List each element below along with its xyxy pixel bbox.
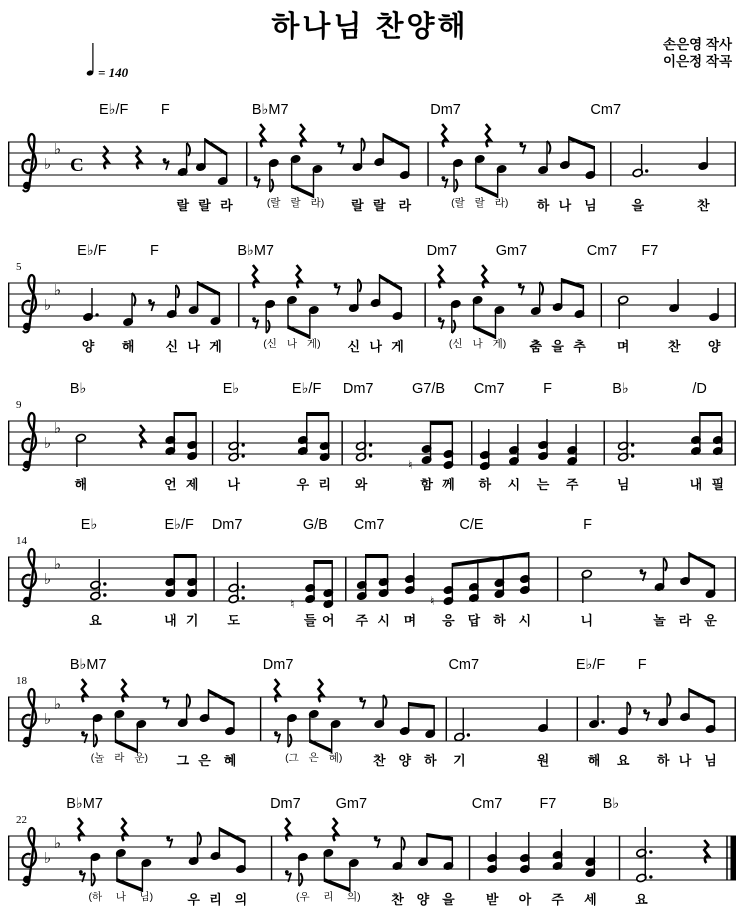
lyric-syllable: 시 [507, 477, 521, 492]
eighth-rest-icon [442, 179, 448, 188]
lyric-syllable: 운 [704, 613, 717, 628]
staff-system-6 [8, 802, 736, 924]
chord-symbol: F7 [641, 243, 659, 259]
lyric-syllable: 며 [616, 339, 630, 354]
lyric-syllable: 신 [347, 339, 361, 354]
treble-clef-icon [23, 413, 37, 470]
beam [174, 554, 196, 558]
chord-symbol: B♭ [612, 381, 629, 397]
lyric-syllable: 니 [580, 613, 594, 628]
chord-symbol: F [583, 517, 592, 533]
chord-symbol: Dm7 [211, 517, 243, 533]
lyric-syllable: 나 [558, 198, 572, 213]
lyric-syllable: 그 [176, 753, 189, 768]
augmentation-dot [95, 313, 98, 316]
quarter-rest-icon [260, 124, 265, 147]
chord-symbol: Gm7 [335, 796, 368, 812]
lyric-syllable: 들 [303, 613, 317, 628]
lyric-syllable: (놀 [90, 752, 105, 764]
augmentation-dot [649, 875, 652, 878]
lyric-syllable: 님) [139, 891, 154, 903]
lyric-syllable: 나 [472, 338, 483, 350]
lyric-syllable: 며 [403, 613, 417, 628]
lyric-syllable: 양 [707, 339, 721, 354]
quarter-rest-icon [136, 146, 141, 169]
quarter-rest-icon [297, 265, 302, 288]
tempo-value: = 140 [98, 65, 129, 80]
lyric-syllable: 혜 [223, 753, 237, 768]
lyric-syllable: (신 [263, 338, 277, 350]
lyric-syllable: 하 [423, 753, 437, 768]
quarter-rest-icon [275, 679, 280, 702]
lyric-syllable: (우 [296, 891, 310, 903]
augmentation-dot [241, 596, 244, 599]
lyric-syllable: 게) [492, 338, 507, 350]
lyric-syllable: 해 [121, 339, 135, 354]
lyric-syllable: 의) [346, 891, 361, 903]
chord-symbol: Cm7 [586, 243, 618, 259]
lyric-syllable: 필 [711, 477, 725, 492]
lyric-syllable: 주 [551, 892, 564, 907]
quarter-rest-icon [253, 265, 258, 288]
measure-number: 5 [16, 261, 22, 273]
chord-symbol: C/E [459, 517, 484, 533]
measure-number: 22 [16, 814, 27, 826]
lyric-syllable: 도 [227, 613, 240, 628]
lyric-syllable: 나 [187, 339, 200, 354]
chord-symbol: Cm7 [471, 796, 503, 812]
chord-symbol: F7 [539, 796, 557, 812]
chord-symbol: Cm7 [448, 657, 480, 673]
augmentation-dot [369, 454, 372, 457]
lyric-syllable: 는 [536, 477, 550, 492]
chord-symbol: B♭M7 [69, 657, 107, 673]
lyric-syllable: 함 [420, 477, 433, 492]
treble-clef-icon [23, 689, 37, 746]
quarter-rest-icon [140, 425, 145, 448]
lyric-syllable: 혜) [328, 752, 343, 764]
augmentation-dot [601, 720, 604, 723]
lyric-syllable: 하 [536, 198, 550, 213]
lyric-syllable: 요 [635, 892, 648, 907]
lyric-syllable: 라 [220, 198, 233, 213]
quarter-rest-icon [122, 679, 127, 702]
eighth-rest-icon [163, 161, 169, 170]
treble-clef-icon [23, 134, 37, 191]
lyric-syllable: 우 [187, 892, 200, 907]
lyric-syllable: 놀 [653, 613, 666, 628]
beam [431, 421, 453, 425]
beam [689, 552, 714, 569]
lyric-syllable: 라 [398, 198, 412, 213]
lyric-syllable: 응 [442, 613, 455, 628]
lyric-syllable: 양 [416, 892, 430, 907]
chord-symbol: Dm7 [342, 381, 374, 397]
chord-symbol: F [149, 243, 159, 259]
composer-credit: 이은정 작곡 [663, 54, 732, 69]
lyric-syllable: 랄 [372, 198, 386, 213]
quarter-rest-icon [122, 818, 127, 841]
lyric-syllable: 하 [478, 477, 492, 492]
lyric-syllable: 춤 [529, 339, 543, 354]
staff-system-4 [8, 523, 736, 653]
lyric-syllable: 시 [518, 613, 532, 628]
treble-clef-icon [23, 275, 37, 332]
measure-number: 18 [16, 675, 27, 687]
flat-sign: ♭ [44, 571, 52, 588]
eighth-rest-icon [253, 320, 259, 329]
flat-sign: ♭ [54, 282, 62, 299]
eighth-rest-icon [149, 302, 155, 311]
beam [314, 560, 332, 564]
lyric-syllable: (그 [285, 752, 299, 764]
treble-clef-icon [23, 828, 37, 885]
lyric-syllable: 의 [234, 892, 248, 907]
natural-sign: ♮ [290, 597, 295, 611]
lyric-syllable: 양 [81, 339, 95, 354]
quarter-rest-icon [286, 818, 291, 841]
lyric-syllable: 님 [704, 753, 717, 768]
lyric-syllable: 라) [310, 197, 325, 209]
natural-sign: ♮ [429, 594, 435, 608]
staff-system-2 [8, 249, 736, 379]
chord-symbol: Dm7 [430, 102, 461, 118]
lyric-syllable: 찬 [696, 198, 710, 213]
lyric-syllable: 아 [518, 892, 532, 907]
credits [663, 36, 732, 70]
lyric-syllable: 어 [322, 613, 335, 628]
flat-sign: ♭ [54, 141, 62, 158]
lyric-syllable: 우 [296, 477, 310, 492]
staff-system-1 [8, 108, 736, 238]
lyric-syllable: 시 [377, 613, 390, 628]
beam [174, 412, 196, 416]
chord-symbol: Dm7 [270, 796, 301, 812]
lyric-syllable: 찬 [391, 892, 404, 907]
lyric-syllable: 님 [584, 198, 597, 213]
lyric-syllable: 하 [656, 753, 670, 768]
treble-clef-icon [23, 549, 37, 606]
augmentation-dot [369, 443, 372, 446]
chord-symbol: E♭ [80, 517, 98, 533]
final-barline [731, 836, 737, 880]
chord-symbol: Gm7 [495, 243, 528, 259]
quarter-rest-icon [439, 265, 444, 288]
lyric-syllable: 요 [89, 613, 102, 628]
chord-symbol: E♭ [222, 381, 240, 397]
chord-symbol: E♭/F [77, 243, 107, 259]
flat-sign: ♭ [54, 835, 62, 852]
beam [700, 412, 722, 416]
lyric-syllable: 리 [209, 892, 222, 907]
lyric-syllable: 해 [587, 753, 601, 768]
staff-system-3 [8, 387, 736, 517]
eighth-rest-icon [80, 873, 86, 882]
measure-number: 9 [16, 399, 22, 411]
lyric-syllable: 을 [442, 892, 455, 907]
eighth-rest-icon [254, 179, 260, 188]
lyric-syllable: 기 [453, 753, 466, 768]
lyric-syllable: 게) [306, 338, 321, 350]
quarter-rest-icon [300, 124, 305, 147]
chord-symbol: B♭ [602, 796, 620, 812]
lyric-syllable: 나 [227, 477, 240, 492]
lyric-syllable: 신 [165, 339, 179, 354]
chord-symbol: E♭/F [164, 517, 194, 533]
chord-symbol: E♭/F [99, 102, 129, 118]
eighth-rest-icon [82, 734, 88, 743]
chord-symbol: G/B [302, 517, 328, 533]
lyric-syllable: 랄 [290, 197, 301, 209]
flat-sign: ♭ [44, 156, 52, 173]
quarter-rest-icon [704, 840, 709, 863]
chord-symbol: Dm7 [262, 657, 294, 673]
lyric-syllable: 나 [286, 338, 297, 350]
lyric-syllable: 라 [114, 752, 125, 764]
chord-symbol: B♭M7 [251, 102, 289, 118]
measure-number: 14 [16, 535, 27, 547]
augmentation-dot [241, 454, 244, 457]
lyric-syllable: (하 [88, 891, 103, 903]
chord-symbol: B♭M7 [66, 796, 103, 812]
lyric-syllable: 언 [164, 477, 177, 492]
eighth-rest-icon [644, 712, 650, 721]
lyric-syllable: 은 [198, 753, 211, 768]
quarter-rest-icon [482, 265, 487, 288]
beam [366, 554, 388, 558]
augmentation-dot [631, 443, 634, 446]
lyric-syllable: 랄 [198, 198, 211, 213]
quarter-rest-icon [318, 679, 323, 702]
beam [427, 833, 452, 841]
flat-sign: ♭ [54, 420, 62, 437]
chord-symbol: E♭/F [575, 657, 606, 673]
quarter-rest-icon [486, 124, 491, 147]
lyric-syllable: 원 [536, 753, 550, 768]
augmentation-dot [103, 582, 106, 585]
lyric-syllable: 내 [689, 477, 703, 492]
lyricist-credit: 손은영 작사 [663, 37, 732, 52]
lyric-syllable: 을 [631, 198, 644, 213]
lyric-syllable: 주 [565, 477, 579, 492]
lyric-syllable: 나 [369, 339, 382, 354]
flat-sign: ♭ [54, 696, 62, 713]
quarter-rest-icon [78, 818, 83, 841]
quarter-rest-icon [104, 146, 109, 169]
quarter-rest-icon [333, 818, 338, 841]
augmentation-dot [467, 733, 470, 736]
chord-symbol: G7/B [412, 381, 446, 397]
eighth-rest-icon [275, 734, 281, 743]
beam [569, 136, 594, 150]
chord-symbol: B♭M7 [237, 243, 274, 259]
lyric-syllable: 와 [354, 477, 368, 492]
augmentation-dot [241, 585, 244, 588]
augmentation-dot [631, 454, 634, 457]
quarter-note-icon [86, 43, 94, 76]
augmentation-dot [645, 169, 648, 172]
eighth-rest-icon [286, 873, 292, 882]
lyric-syllable: 세 [584, 892, 597, 907]
augmentation-dot [103, 593, 106, 596]
lyric-syllable: 라) [494, 197, 509, 209]
lyric-syllable: 답 [467, 613, 481, 628]
lyric-syllable: 랄 [176, 198, 189, 213]
lyric-syllable: 받 [485, 892, 499, 907]
flat-sign: ♭ [44, 850, 52, 867]
lyric-syllable: (신 [448, 338, 463, 350]
lyric-syllable: 리 [318, 477, 331, 492]
flat-sign: ♭ [44, 435, 52, 452]
chord-symbol: B♭ [69, 381, 87, 397]
chord-symbol: F [543, 381, 552, 397]
chord-symbol: F [637, 657, 647, 673]
quarter-rest-icon [82, 679, 87, 702]
lyric-syllable: 찬 [667, 339, 681, 354]
lyric-syllable: 나 [115, 891, 126, 903]
eighth-rest-icon [640, 572, 646, 581]
lyric-syllable: (랄 [451, 197, 465, 209]
lyric-syllable: 양 [398, 753, 412, 768]
lyric-syllable: 주 [355, 613, 369, 628]
chord-symbol: /D [692, 381, 707, 397]
tempo-marking [84, 40, 154, 82]
lyric-syllable: 님 [616, 477, 630, 492]
natural-sign: ♮ [408, 458, 413, 472]
eighth-rest-icon [439, 320, 445, 329]
lyric-syllable: 제 [185, 477, 199, 492]
lyric-syllable: 하 [493, 613, 506, 628]
lyric-syllable: 찬 [372, 753, 386, 768]
lyric-syllable: 랄 [351, 198, 364, 213]
lyric-syllable: 해 [74, 477, 88, 492]
lyric-syllable: 추 [573, 339, 586, 354]
lyric-syllable: (랄 [266, 197, 281, 209]
flat-sign: ♭ [44, 711, 52, 728]
lyric-syllable: 기 [185, 613, 199, 628]
flat-sign: ♭ [44, 297, 52, 314]
beam [452, 552, 528, 567]
beam [307, 412, 329, 416]
flat-sign: ♭ [54, 556, 62, 573]
chord-symbol: Cm7 [353, 517, 385, 533]
lyric-syllable: 운) [134, 752, 149, 764]
lyric-syllable: 나 [678, 753, 692, 768]
staff-system-5 [8, 663, 736, 793]
lyric-syllable: 께 [442, 477, 455, 492]
lyric-syllable: 은 [308, 752, 319, 764]
quarter-rest-icon [442, 124, 447, 147]
lyric-syllable: 게 [391, 339, 404, 354]
common-time-sign: C [70, 155, 84, 176]
chord-symbol: E♭/F [291, 381, 322, 397]
lyric-syllable: 랄 [474, 197, 485, 209]
chord-symbol: Cm7 [590, 102, 622, 118]
lyric-syllable: 내 [164, 613, 177, 628]
augmentation-dot [241, 443, 244, 446]
lyric-syllable: 을 [551, 339, 564, 354]
song-title: 하나님 찬양해 [271, 11, 469, 43]
lyric-syllable: 리 [323, 891, 334, 903]
chord-symbol: Dm7 [426, 243, 458, 259]
augmentation-dot [649, 850, 652, 853]
lyric-syllable: 게 [209, 339, 222, 354]
lyric-syllable: 라 [678, 613, 692, 628]
lyric-syllable: 요 [616, 753, 630, 768]
chord-symbol: F [160, 102, 170, 118]
beam [689, 688, 714, 704]
chord-symbol: Cm7 [473, 381, 505, 397]
